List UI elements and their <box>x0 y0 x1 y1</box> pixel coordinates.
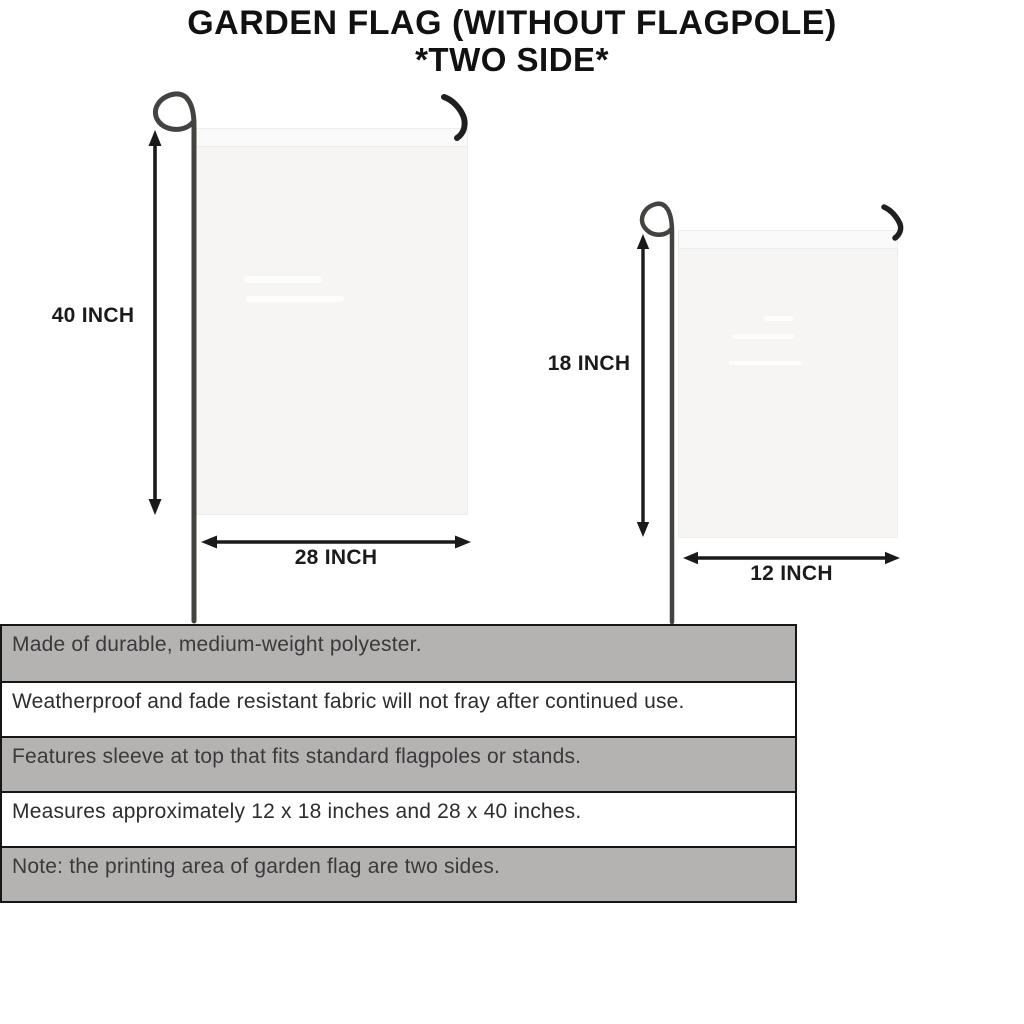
title-line-1: GARDEN FLAG (WITHOUT FLAGPOLE) <box>187 4 837 42</box>
large-flag-height-arrow <box>149 130 162 515</box>
small-sleeve-hook-icon <box>884 207 901 238</box>
title-line-2: *TWO SIDE* <box>415 41 609 79</box>
feature-row-material: Made of durable, medium-weight polyester. <box>2 626 795 681</box>
feature-list <box>0 624 797 903</box>
feature-row-measures: Measures approximately 12 x 18 inches and 28 x 40 inches. <box>2 791 795 846</box>
large-sleeve-hook-icon <box>444 97 465 138</box>
large-flag-width-label: 28 INCH <box>294 546 378 569</box>
large-flag-height-label: 40 INCH <box>51 304 135 327</box>
feature-row-note: Note: the printing area of garden flag are two sides. <box>2 846 795 901</box>
small-flag-height-arrow <box>637 234 649 537</box>
feature-row-sleeve: Features sleeve at top that fits standard flagpoles or stands. <box>2 736 795 791</box>
large-flagpole-with-loop-icon <box>155 94 194 621</box>
feature-row-weatherproof: Weatherproof and fade resistant fabric will not fray after continued use. <box>2 681 795 736</box>
small-flag-height-label: 18 INCH <box>547 352 631 375</box>
small-flagpole-with-loop-icon <box>642 204 672 622</box>
small-flag-width-label: 12 INCH <box>750 562 833 585</box>
